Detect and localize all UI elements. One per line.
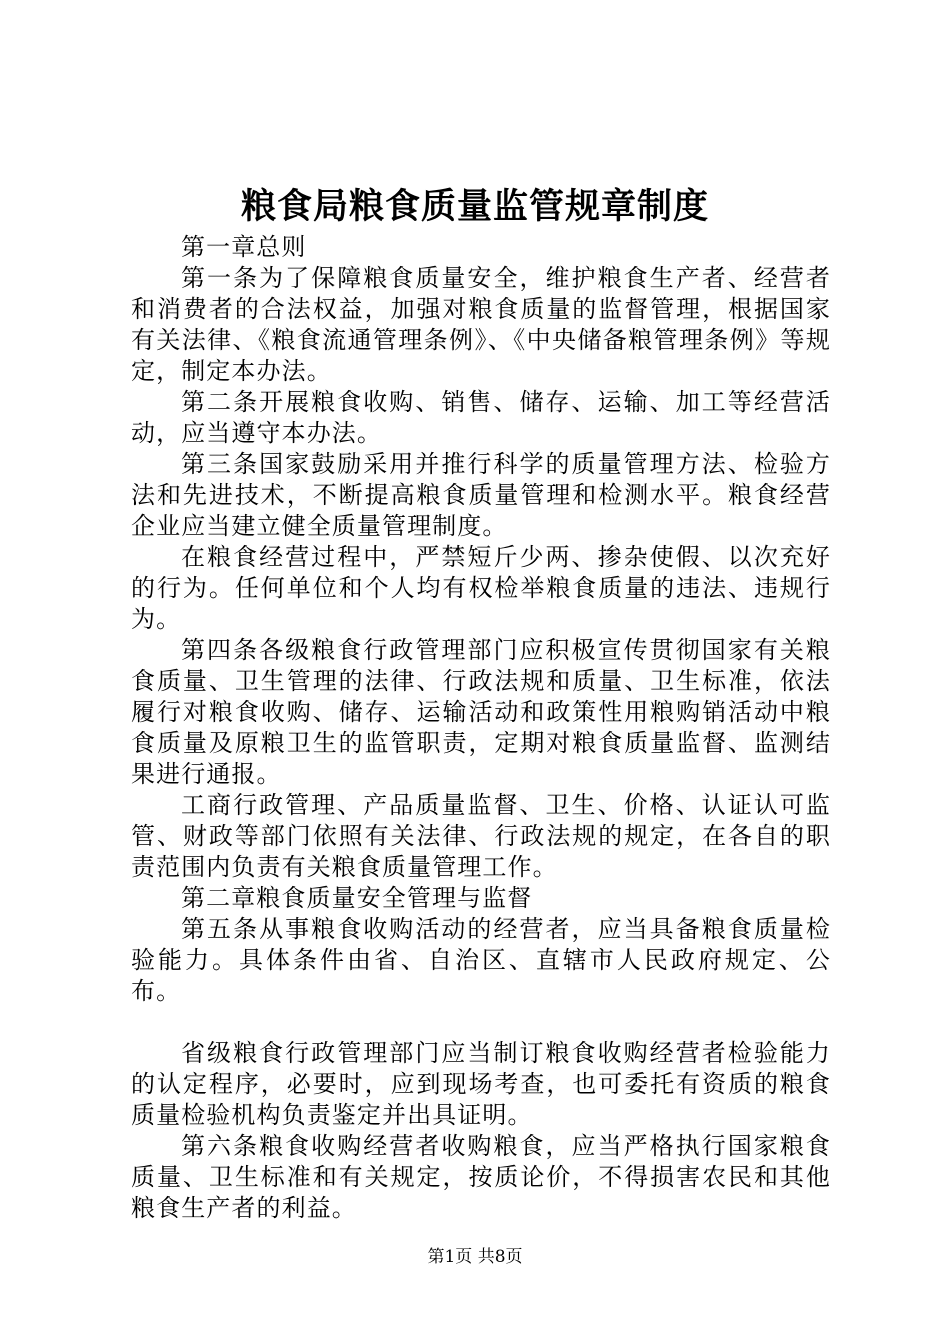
document-title: 粮食局粮食质量监管规章制度: [240, 186, 709, 227]
document-body: [131, 232, 831, 1224]
article-6-paragraph: 第六条粮食收购经营者收购粮食，应当严格执行国家粮食质量、卫生标准和有关规定，按质论价，不得损害农民和其他粮食生产者的利益。: [131, 1132, 831, 1222]
article-3-paragraph: 第三条国家鼓励采用并推行科学的质量管理方法、检验方法和先进技术，不断提高粮食质量管理和检测水平。粮食经营企业应当建立健全质量管理制度。: [131, 450, 831, 540]
page-footer: 第1页 共8页: [427, 1247, 523, 1267]
article-3-supplement-paragraph: 在粮食经营过程中，严禁短斤少两、掺杂使假、以次充好的行为。任何单位和个人均有权检举粮食质量的违法、违规行为。: [131, 543, 831, 633]
article-4-paragraph: 第四条各级粮食行政管理部门应积极宣传贯彻国家有关粮食质量、卫生管理的法律、行政法规和质量、卫生标准，依法履行对粮食收购、储存、运输活动和政策性用粮购销活动中粮食质量及原粮卫生的监管职责，定期对粮食质量监督、监测结果进行通报。: [131, 636, 831, 788]
article-1-paragraph: 第一条为了保障粮食质量安全，维护粮食生产者、经营者和消费者的合法权益，加强对粮食质量的监督管理，根据国家有关法律、《粮食流通管理条例》、《中央储备粮管理条例》等规定，制定本办法。: [131, 264, 831, 385]
article-5-paragraph: 第五条从事粮食收购活动的经营者，应当具备粮食质量检验能力。具体条件由省、自治区、直辖市人民政府规定、公布。: [131, 915, 831, 1005]
article-5-supplement-paragraph: 省级粮食行政管理部门应当制订粮食收购经营者检验能力的认定程序，必要时，应到现场考查，也可委托有资质的粮食质量检验机构负责鉴定并出具证明。: [131, 1039, 831, 1129]
chapter-1-heading: 第一章总则: [181, 233, 307, 261]
chapter-2-heading: 第二章粮食质量安全管理与监督: [181, 884, 533, 912]
article-4-supplement-paragraph: 工商行政管理、产品质量监督、卫生、价格、认证认可监管、财政等部门依照有关法律、行政法规的规定，在各自的职责范围内负责有关粮食质量管理工作。: [131, 791, 831, 881]
article-2-paragraph: 第二条开展粮食收购、销售、储存、运输、加工等经营活动，应当遵守本办法。: [131, 388, 831, 447]
